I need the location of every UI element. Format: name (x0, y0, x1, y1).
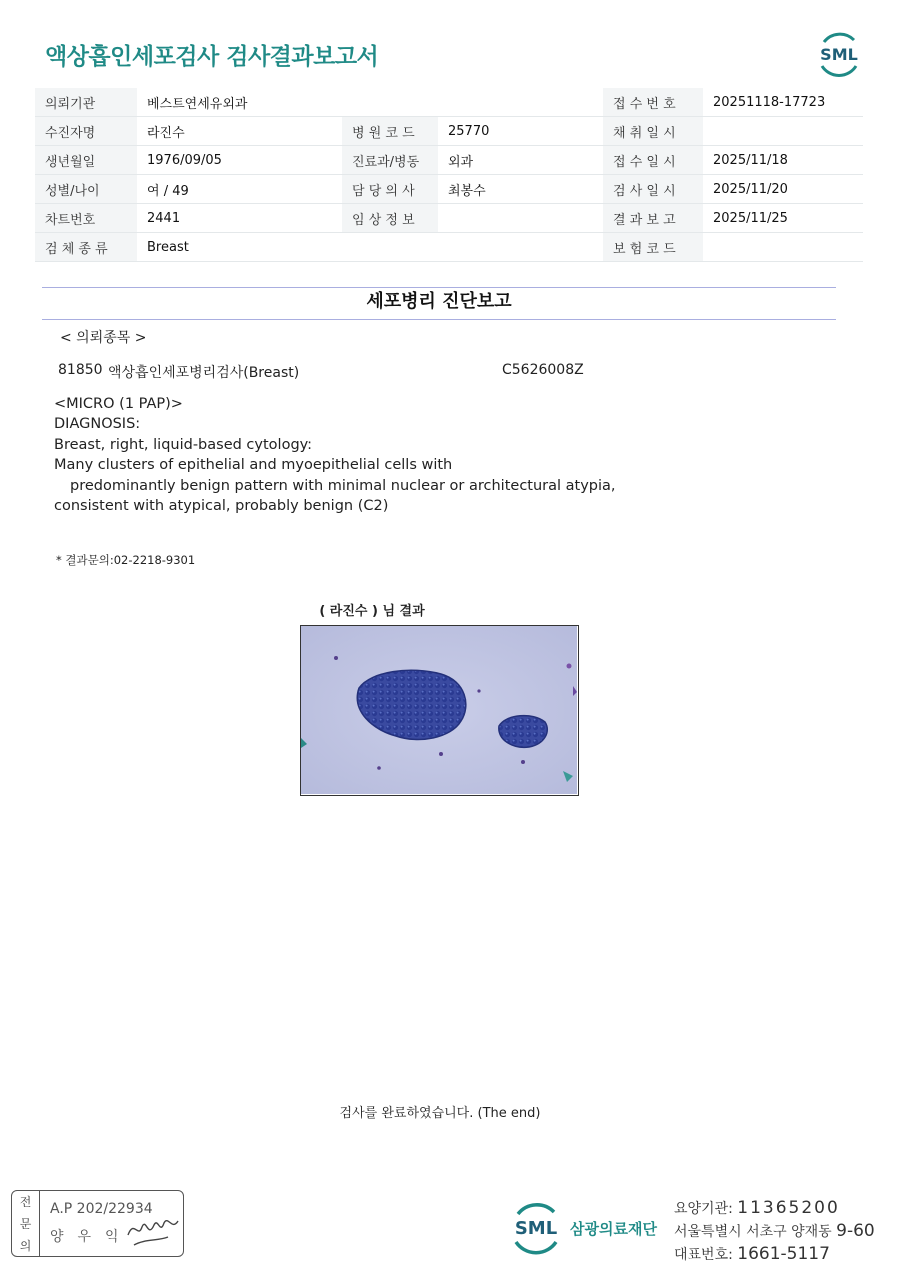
phone-label: 대표번호: (674, 1247, 738, 1263)
stamp-side-label (12, 1191, 40, 1256)
info-value: 2441 (137, 204, 342, 233)
report-line: Many clusters of epithelial and myoepithelial cells with (54, 457, 453, 473)
info-label: 검 사 일 시 (603, 175, 703, 204)
section-rule-bottom (42, 319, 836, 320)
info-row (35, 204, 863, 233)
info-value: 25770 (438, 117, 603, 146)
report-line: predominantly benign pattern with minimal nuclear or architectural atypia, (70, 478, 616, 494)
phone-number: 1661-5117 (737, 1244, 830, 1264)
section-title: 세포병리 진단보고 (366, 291, 512, 312)
info-label: 진료과/병동 (342, 146, 438, 175)
institution-number-line (674, 1198, 840, 1218)
info-label: 검 체 종 류 (35, 233, 137, 262)
info-label: 의뢰기관 (35, 88, 137, 117)
stamp-side-char: 의 (19, 1238, 32, 1253)
info-label: 생년월일 (35, 146, 137, 175)
info-label: 차트번호 (35, 204, 137, 233)
end-note: 검사를 완료하였습니다. (The end) (339, 1106, 541, 1121)
report-line: consistent with atypical, probably benign (C2) (54, 498, 389, 514)
info-value (703, 233, 863, 262)
pathologist-stamp (11, 1190, 184, 1257)
info-row (35, 88, 863, 117)
info-label: 성별/나이 (35, 175, 137, 204)
info-row (35, 117, 863, 146)
info-value: 베스트연세유외과 (137, 88, 603, 117)
info-value: 2025/11/18 (703, 146, 863, 175)
info-value: 라진수 (137, 117, 342, 146)
info-value: 1976/09/05 (137, 146, 342, 175)
info-value: 2025/11/25 (703, 204, 863, 233)
institution-label: 요양기관: (674, 1201, 738, 1217)
report-line: DIAGNOSIS: (54, 416, 141, 432)
info-row (35, 146, 863, 175)
stamp-license: A.P 202/22934 (50, 1201, 153, 1217)
stamp-side-char: 문 (19, 1216, 32, 1231)
order-id: C5626008Z (502, 362, 584, 378)
svg-text:SML: SML (514, 1218, 558, 1239)
cytology-image (300, 625, 579, 796)
report-line: Breast, right, liquid-based cytology: (54, 437, 313, 453)
institution-number: 11365200 (737, 1198, 840, 1218)
request-heading: < 의뢰종목 > (60, 330, 147, 346)
svg-text:SML: SML (820, 45, 858, 64)
info-value: 여 / 49 (137, 175, 342, 204)
image-caption: ( 라진수 ) 님 결과 (319, 604, 425, 619)
info-value (703, 117, 863, 146)
info-label: 결 과 보 고 (603, 204, 703, 233)
address-label: 서울특별시 서초구 양재동 (674, 1224, 837, 1240)
info-value: Breast (137, 233, 603, 262)
info-label: 접 수 번 호 (603, 88, 703, 117)
sml-logo-icon (814, 28, 864, 78)
info-value: 20251118-17723 (703, 88, 863, 117)
info-label: 보 험 코 드 (603, 233, 703, 262)
info-label: 병 원 코 드 (342, 117, 438, 146)
phone-line (674, 1244, 830, 1264)
stamp-doctor-name: 양우익 (50, 1229, 133, 1245)
order-code: 81850 (58, 362, 103, 378)
info-value (438, 204, 603, 233)
cytology-micrograph (301, 626, 577, 794)
address-line (674, 1221, 875, 1241)
info-row (35, 175, 863, 204)
info-row (35, 233, 863, 262)
info-value: 외과 (438, 146, 603, 175)
order-name: 액상흡인세포병리검사(Breast) (108, 365, 300, 381)
report-line: <MICRO (1 PAP)> (54, 396, 183, 412)
info-value: 최봉수 (438, 175, 603, 204)
info-label: 채 취 일 시 (603, 117, 703, 146)
info-label: 임 상 정 보 (342, 204, 438, 233)
stamp-side-char: 전 (19, 1195, 32, 1210)
sml-foundation-logo-icon (508, 1198, 564, 1256)
foundation-name: 삼광의료재단 (570, 1220, 657, 1238)
document-title: 액상흡인세포검사 검사결과보고서 (45, 44, 379, 70)
info-label: 접 수 일 시 (603, 146, 703, 175)
info-label: 수진자명 (35, 117, 137, 146)
patient-info-table (35, 88, 863, 262)
address-number: 9-60 (836, 1221, 875, 1241)
info-label: 담 당 의 사 (342, 175, 438, 204)
info-value: 2025/11/20 (703, 175, 863, 204)
signature-icon (124, 1209, 186, 1251)
contact-note: * 결과문의:02-2218-9301 (56, 553, 196, 567)
